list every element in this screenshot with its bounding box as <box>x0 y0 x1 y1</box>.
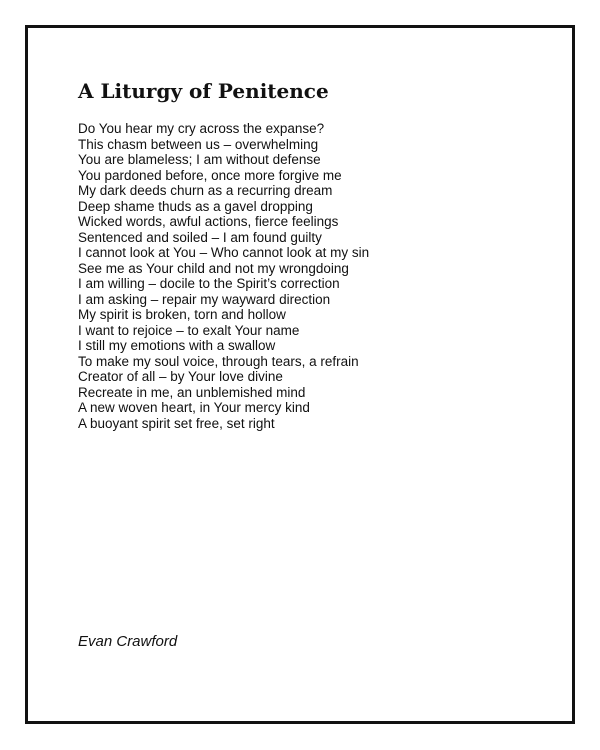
poem-line: I still my emotions with a swallow <box>78 338 276 353</box>
author-name: Evan Crawford <box>78 633 178 650</box>
poem-line: Sentenced and soiled – I am found guilty <box>78 229 322 245</box>
poem-line: I want to rejoice – to exalt Your name <box>78 322 300 338</box>
poem-line: I am asking – repair my wayward direction <box>78 291 331 307</box>
poem-line: Deep shame thuds as a gavel dropping <box>78 198 313 214</box>
poem-line: My spirit is broken, torn and hollow <box>78 307 286 322</box>
poem-line: I cannot look at You – Who cannot look at my sin <box>78 245 370 260</box>
poem-line: Recreate in me, an unblemished mind <box>78 384 306 400</box>
poem-line: You pardoned before, once more forgive me <box>78 167 342 183</box>
poem-line: A new woven heart, in Your mercy kind <box>78 400 310 415</box>
poem-line: You are blameless; I am without defense <box>78 152 321 167</box>
poem-body <box>78 121 369 431</box>
poem-line: A buoyant spirit set free, set right <box>78 415 275 431</box>
poem-line: This chasm between us – overwhelming <box>78 136 319 152</box>
poem-line: My dark deeds churn as a recurring dream <box>78 183 333 198</box>
poem-line: See me as Your child and not my wrongdoing <box>78 260 349 276</box>
poem-line: I am willing – docile to the Spirit’s correction <box>78 276 340 291</box>
poem-title: A Liturgy of Penitence <box>78 79 329 103</box>
poem-line: To make my soul voice, through tears, a refrain <box>78 353 359 369</box>
page-frame <box>25 25 575 724</box>
poem-line: Creator of all – by Your love divine <box>78 369 283 384</box>
poem-line: Wicked words, awful actions, fierce feelings <box>78 214 339 229</box>
poem-line: Do You hear my cry across the expanse? <box>78 121 325 136</box>
